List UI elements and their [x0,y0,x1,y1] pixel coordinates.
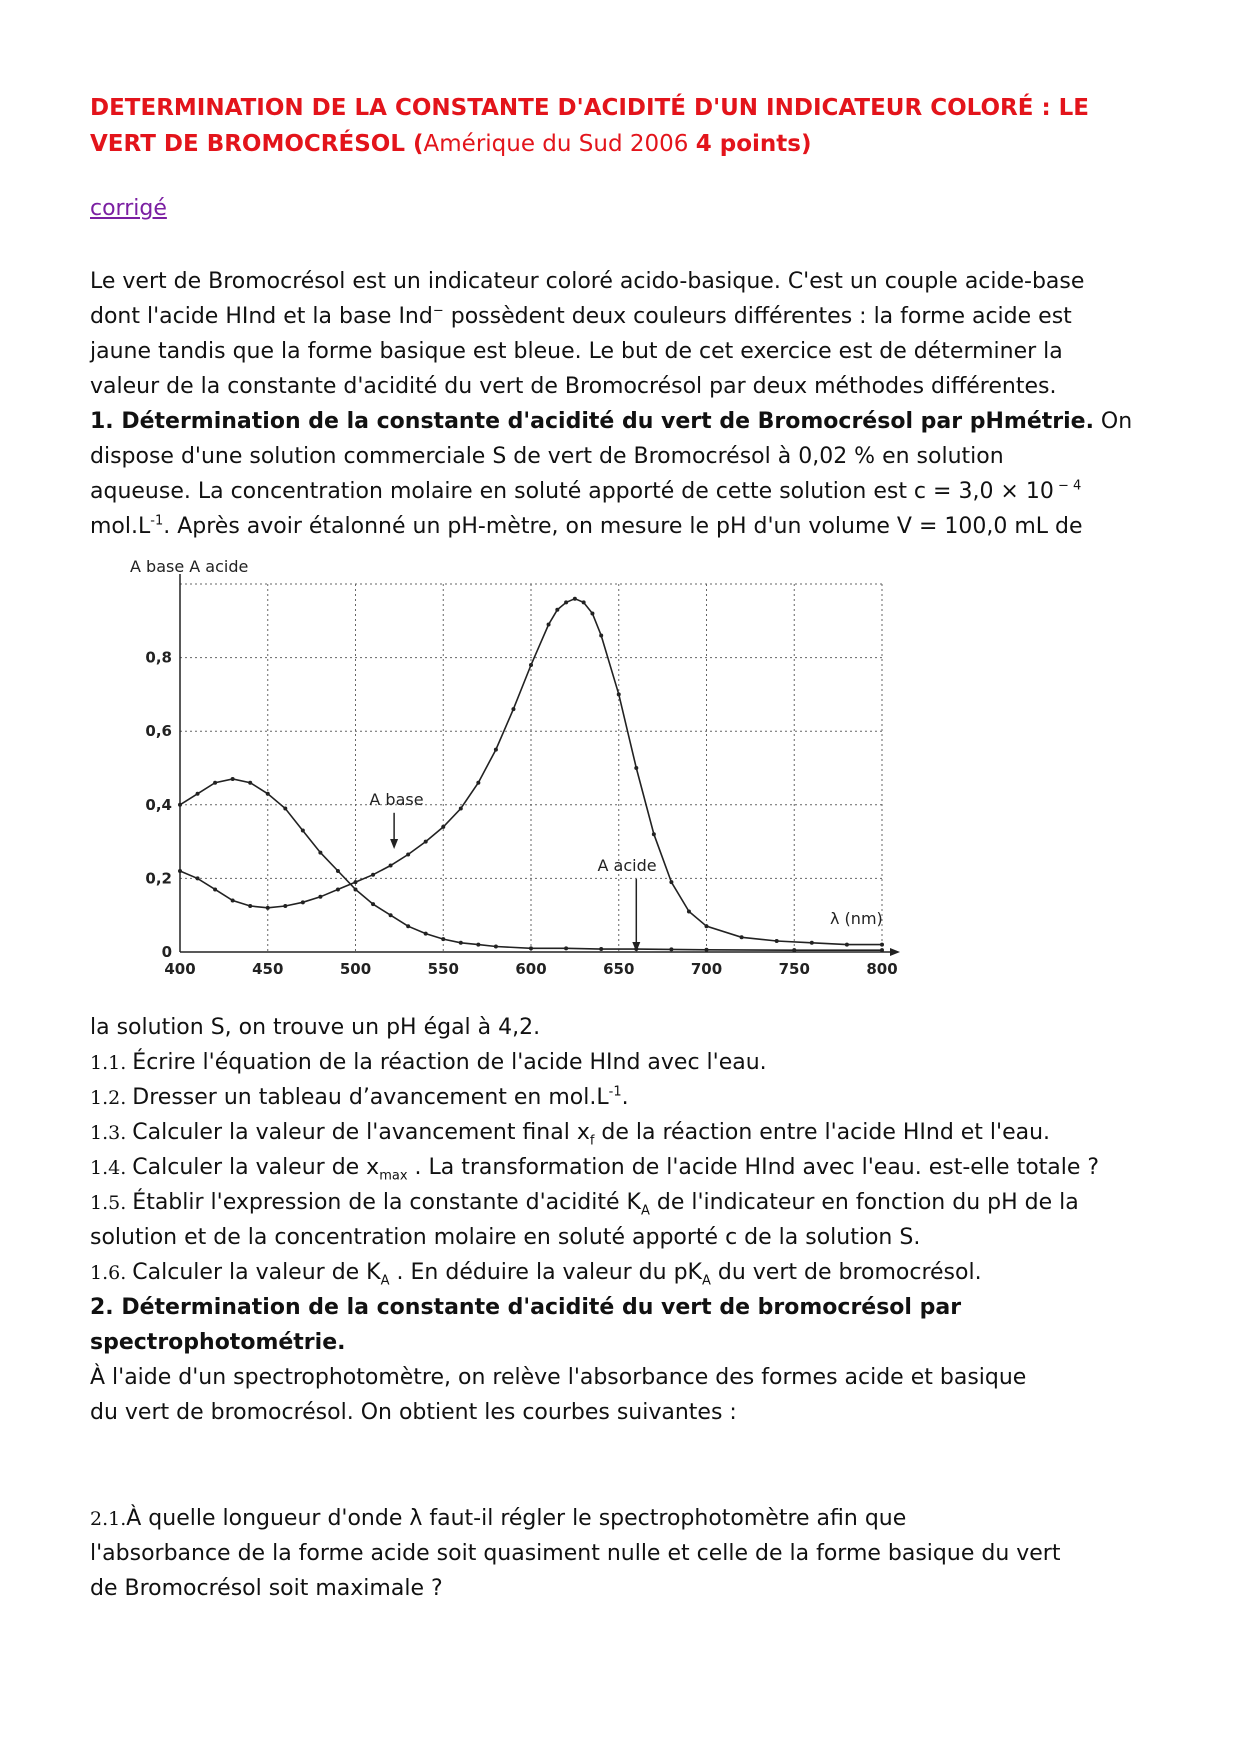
y-tick-label: 0,8 [145,648,172,667]
title-points: 4 points [695,131,801,157]
data-point [336,869,340,873]
data-point [880,943,884,947]
question-1-2 [90,1080,1160,1116]
x-axis-arrow [890,948,900,956]
data-point [354,880,358,884]
data-point [441,825,445,829]
data-point [476,943,480,947]
data-point [213,887,217,891]
q16-sub2: A [701,1273,711,1289]
data-point [590,611,594,615]
q13-text-a: Calculer la valeur de l'avancement final x [132,1120,590,1145]
data-point [283,904,287,908]
data-point [494,748,498,752]
x-axis-label: λ (nm) [830,909,883,928]
annotation-arrow-head [632,942,640,952]
data-point [599,634,603,638]
title-source: Amérique du Sud 2006 [423,131,696,157]
part1-line-3 [90,474,1160,509]
data-point [283,806,287,810]
data-point [231,898,235,902]
part2-line-2: du vert de bromocrésol. On obtient les courbes suivantes : [90,1400,737,1425]
part1-l3: aqueuse. La concentration molaire en soluté apporté de cette solution est c = 3,0 × 10 [90,479,1054,504]
y-tick-label: 0 [161,943,172,961]
data-point [547,622,551,626]
data-point [669,880,673,884]
intro-l2b: possèdent deux couleurs différentes : la forme acide est [443,304,1072,329]
annotation-arrow-head [390,839,398,849]
q14-text-b: . La transformation de l'acide HInd avec l'eau. est-elle totale ? [407,1155,1100,1180]
y-tick-label: 0,6 [145,722,172,741]
data-point [354,887,358,891]
data-point [196,876,200,880]
q12-sup: -1 [608,1084,622,1100]
q12-number: 1.2. [90,1087,133,1109]
q13-text-b: de la réaction entre l'acide HInd et l'eau. [594,1120,1051,1145]
data-point [564,946,568,950]
question-1-5-cont: solution et de la concentration molaire en soluté apporté c de la solution S. [90,1225,921,1250]
q16-sub: A [380,1273,390,1289]
q13-sub: f [589,1133,595,1149]
part2-heading-1: 2. Détermination de la constante d'acidité du vert de bromocrésol par [90,1295,962,1320]
absorbance-chart [110,548,900,988]
title-close: ) [800,131,812,157]
data-point [301,900,305,904]
x-tick-label: 400 [164,960,196,978]
q21-text-a: À quelle longueur d'onde λ faut-il régler le spectrophotomètre afin que [126,1506,907,1531]
data-point [371,873,375,877]
data-point [371,902,375,906]
q14-number: 1.4. [90,1157,133,1179]
part1-line-2: dispose d'une solution commerciale S de vert de Bromocrésol à 0,02 % en solution [90,444,1004,469]
data-point [705,948,709,952]
data-point [652,832,656,836]
data-point [248,904,252,908]
part2-line-1: À l'aide d'un spectrophotomètre, on relève l'absorbance des formes acide et basique [90,1365,1027,1390]
data-point [301,829,305,833]
exercise-title [90,90,1160,162]
q12-text-a: Dresser un tableau d’avancement en mol.L [132,1085,609,1110]
q12-text-b: . [621,1085,629,1110]
data-point [459,941,463,945]
question-1-3 [90,1115,1160,1151]
data-point [617,692,621,696]
data-point [389,913,393,917]
question-2-1 [90,1501,1160,1537]
question-1-5 [90,1185,1160,1221]
y-tick-label: 0,4 [145,795,172,814]
data-point [687,910,691,914]
data-point [740,935,744,939]
x-tick-label: 700 [690,960,723,978]
data-point [705,924,709,928]
part1-l1tail: On [1093,409,1133,434]
part1-line-5: la solution S, on trouve un pH égal à 4,2. [90,1015,541,1040]
x-tick-label: 500 [339,960,372,978]
q15-sub: A [640,1203,650,1219]
q16-text-a: Calculer la valeur de K [132,1260,381,1285]
q11-number: 1.1. [90,1052,133,1074]
part2-heading-2: spectrophotométrie. [90,1330,346,1355]
part1-l4b: . Après avoir étalonné un pH-mètre, on mesure le pH d'un volume V = 100,0 mL de [163,514,1083,539]
x-tick-label: 450 [252,960,284,978]
data-point [529,663,533,667]
data-point [406,852,410,856]
q15-text-a: Établir l'expression de la constante d'acidité K [132,1190,641,1215]
y-axis-label: A base A acide [130,557,249,576]
question-1-1 [90,1045,1160,1081]
data-point [599,947,603,951]
q15-number: 1.5. [90,1192,133,1214]
x-tick-label: 750 [778,960,810,978]
question-2-1-cont-1: l'absorbance de la forme acide soit quasiment nulle et celle de la forme basique du vert [90,1541,1061,1566]
data-point [582,600,586,604]
data-point [318,895,322,899]
y-tick-label: 0,2 [145,869,172,888]
data-point [389,864,393,868]
corrige-link[interactable]: corrigé [90,196,167,221]
part1-l4a: mol.L [90,514,151,539]
question-1-6 [90,1255,1160,1291]
intro-l2a: dont l'acide HInd et la base Ind [90,304,433,329]
data-point [880,948,884,952]
data-point [775,939,779,943]
data-point [564,600,568,604]
data-point [318,851,322,855]
intro-line-1: Le vert de Bromocrésol est un indicateur coloré acido-basique. C'est un couple acide-base [90,269,1085,294]
data-point [634,766,638,770]
data-point [792,948,796,952]
data-point [476,781,480,785]
part1-heading: 1. Détermination de la constante d'acidité du vert de Bromocrésol par pHmétrie. [90,409,1094,434]
q21-number: 2.1. [90,1508,127,1530]
question-2-1-cont-2: de Bromocrésol soit maximale ? [90,1576,443,1601]
data-point [266,906,270,910]
data-point [248,781,252,785]
part1-line-1 [90,404,1160,439]
intro-line-4: valeur de la constante d'acidité du vert de Bromocrésol par deux méthodes différentes. [90,374,1057,399]
annotation-label: A acide [597,856,657,876]
data-point [178,803,182,807]
data-point [810,941,814,945]
data-point [529,946,533,950]
title-main: DETERMINATION DE LA CONSTANTE D'ACIDITÉ D'UN INDICATEUR COLORÉ : LE VERT DE BROMOCRÉSOL ( [90,95,1090,157]
q15-text-b: de l'indicateur en fonction du pH de la [649,1190,1079,1215]
x-tick-label: 600 [515,960,547,978]
data-point [196,792,200,796]
intro-l2-sup: − [432,303,444,319]
part1-line-4 [90,509,1160,544]
data-point [178,869,182,873]
part1-l4-sup: -1 [150,513,164,529]
data-point [424,840,428,844]
x-tick-label: 550 [427,960,459,978]
q16-text-b: . En déduire la valeur du pK [389,1260,702,1285]
intro-line-2 [90,299,1160,334]
data-point [336,887,340,891]
data-point [511,707,515,711]
data-point [406,924,410,928]
data-point [845,943,849,947]
data-point [424,932,428,936]
data-point [555,608,559,612]
x-tick-label: 800 [866,960,898,978]
data-point [494,944,498,948]
annotation-label: A base [369,789,424,809]
q16-number: 1.6. [90,1262,133,1284]
data-point [441,937,445,941]
part1-l3-sup: − 4 [1053,478,1082,494]
q11-text: Écrire l'équation de la réaction de l'acide HInd avec l'eau. [132,1050,767,1075]
data-point [459,806,463,810]
question-1-4 [90,1150,1160,1186]
data-point [669,947,673,951]
x-tick-label: 650 [603,960,635,978]
data-point [231,777,235,781]
q16-text-c: du vert de bromocrésol. [710,1260,982,1285]
q14-sub: max [379,1168,408,1184]
data-point [213,781,217,785]
q14-text-a: Calculer la valeur de x [132,1155,380,1180]
intro-line-3: jaune tandis que la forme basique est bleue. Le but de cet exercice est de déterminer la [90,339,1063,364]
data-point [266,792,270,796]
data-point [573,597,577,601]
q13-number: 1.3. [90,1122,133,1144]
